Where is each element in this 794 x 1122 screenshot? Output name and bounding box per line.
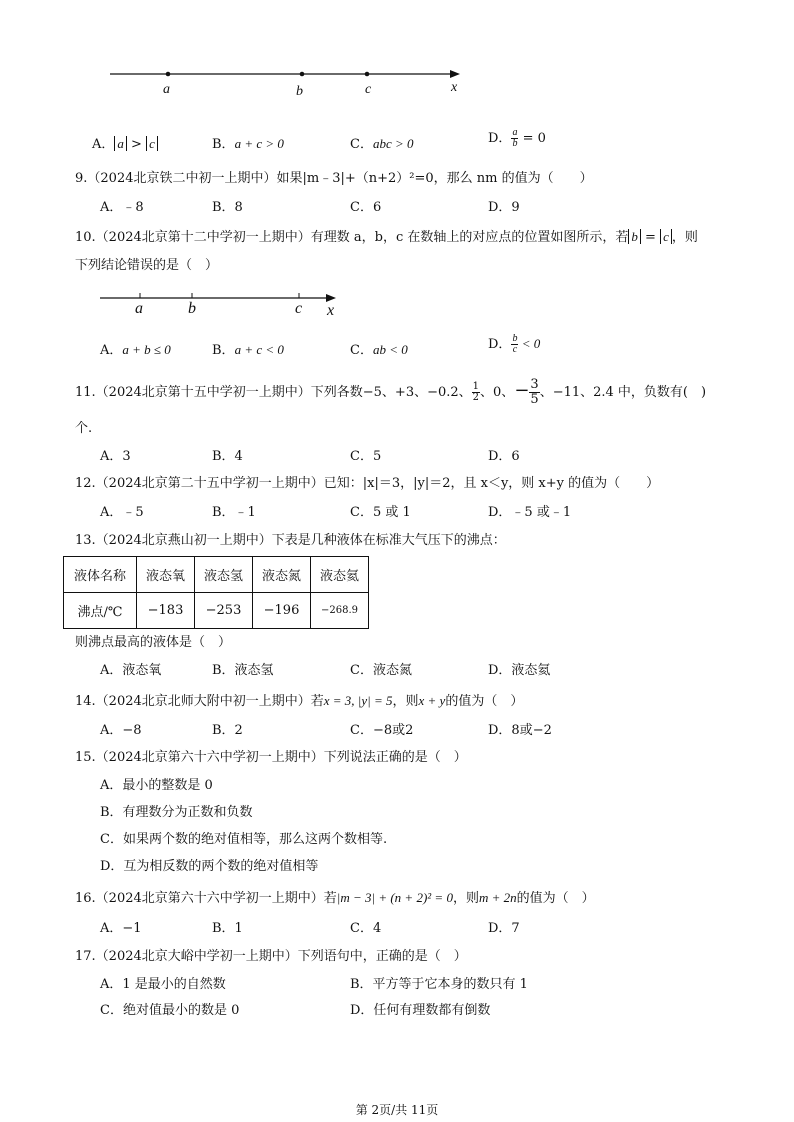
- table-cell: 沸点/℃: [64, 593, 137, 629]
- q14-option-c: C．−8或2: [350, 723, 414, 738]
- table-row: [64, 557, 369, 593]
- q13-option-a: A．液态氧: [100, 663, 162, 678]
- q9-option-d: D．9: [488, 200, 520, 215]
- number-line-2: [95, 290, 355, 310]
- numline2-axis-label: x: [327, 302, 335, 319]
- q10-option-c: C．ab < 0: [350, 342, 408, 358]
- table-cell: 液态氮: [253, 557, 311, 593]
- q8-option-c: C．abc > 0: [350, 136, 414, 152]
- q11-option-b: B．4: [212, 449, 243, 464]
- q11-option-d: D．6: [488, 449, 520, 464]
- q17-option-b: B．平方等于它本身的数只有 1: [350, 977, 528, 992]
- q14-stem: 14.（2024北京北师大附中初一上期中）若x = 3, |y| = 5，则x + y的值为（ ）: [75, 693, 524, 709]
- q8-option-b: B．a + c > 0: [212, 136, 284, 152]
- numline2-label-b: b: [188, 300, 196, 317]
- q10-option-a: A．a + b ≤ 0: [100, 342, 171, 358]
- q10-stem-line2: 下列结论错误的是（ ）: [75, 258, 219, 273]
- table-cell: 液体名称: [64, 557, 137, 593]
- table-cell: −183: [137, 593, 195, 629]
- q14-option-a: A．−8: [100, 723, 142, 738]
- q12-option-d: D．﹣5 或﹣1: [488, 505, 572, 520]
- q12-option-a: A．﹣5: [100, 505, 144, 520]
- q9-option-a: A．﹣8: [100, 200, 144, 215]
- q11-option-a: A．3: [100, 449, 131, 464]
- table-cell: 液态氦: [311, 557, 369, 593]
- q16-option-b: B．1: [212, 921, 243, 936]
- q15-option-d: D．互为相反数的两个数的绝对值相等: [100, 859, 319, 874]
- q13-option-d: D．液态氦: [488, 663, 551, 678]
- table-cell: −196: [253, 593, 311, 629]
- q13-stem: 13.（2024北京燕山初一上期中）下表是几种液体在标准大气压下的沸点：: [75, 533, 506, 548]
- q14-option-b: B．2: [212, 723, 243, 738]
- q17-option-d: D．任何有理数都有倒数: [350, 1003, 491, 1018]
- number-line-1: [100, 60, 480, 105]
- q14-option-d: D．8或−2: [488, 723, 552, 738]
- q13-option-b: B．液态氢: [212, 663, 274, 678]
- q15-option-c: C．如果两个数的绝对值相等，那么这两个数相等.: [100, 832, 388, 847]
- q8-option-a: A． a > c: [92, 136, 158, 153]
- q10-stem-line1: 10.（2024北京第十二中学初一上期中）有理数 a，b，c 在数轴上的对应点的位置如图所示，若 b = c ，则: [75, 229, 698, 245]
- boiling-point-table: [63, 556, 369, 629]
- q16-stem: 16.（2024北京第六十六中学初一上期中）若|m − 3| + (n + 2)² = 0，则m + 2n的值为（ ）: [75, 890, 595, 906]
- q17-option-c: C．绝对值最小的数是 0: [100, 1003, 240, 1018]
- numline1-label-b: b: [296, 84, 303, 99]
- q16-option-a: A．−1: [100, 921, 142, 936]
- q8-option-d: D． $\frac{a}{b}$ = 0: [488, 127, 546, 149]
- q16-option-c: C．4: [350, 921, 382, 936]
- table-cell: −253: [195, 593, 253, 629]
- q9-option-b: B．8: [212, 200, 243, 215]
- q11-stem-line1: 11.（2024北京第十五中学初一上期中）下列各数−5、+3、−0.2、 $\frac{1}{2}$ 、0、− $\frac{3}{5}$ 、−11、2.4 中，负数有( ): [75, 377, 707, 407]
- q9-stem: 9.（2024北京铁二中初一上期中）如果|m﹣3|+（n+2）²=0，那么 nm 的值为（ ）: [75, 171, 593, 186]
- table-cell: −268.9: [311, 593, 369, 629]
- q10-option-b: B．a + c < 0: [212, 342, 284, 358]
- numline1-label-a: a: [163, 82, 170, 97]
- q15-option-b: B．有理数分为正数和负数: [100, 805, 253, 820]
- q16-option-d: D．7: [488, 921, 520, 936]
- q15-stem: 15.（2024北京第六十六中学初一上期中）下列说法正确的是（ ）: [75, 750, 467, 765]
- q12-option-b: B．﹣1: [212, 505, 256, 520]
- q9-option-c: C．6: [350, 200, 382, 215]
- table-cell: 液态氧: [137, 557, 195, 593]
- numline1-label-c: c: [365, 82, 372, 97]
- q17-option-a: A．1 是最小的自然数: [100, 977, 226, 992]
- q10-option-d: D． $\frac{b}{c}$ < 0: [488, 333, 541, 355]
- numline1-axis-label: x: [451, 80, 458, 95]
- q12-option-c: C．5 或 1: [350, 505, 411, 520]
- q11-option-c: C．5: [350, 449, 382, 464]
- page-footer: 第 2页/共 11页: [355, 1103, 439, 1117]
- numline2-label-c: c: [295, 300, 303, 317]
- table-cell: 液态氢: [195, 557, 253, 593]
- q13-after: 则沸点最高的液体是（ ）: [75, 635, 232, 650]
- q12-stem: 12.（2024北京第二十五中学初一上期中）已知：|x|＝3，|y|＝2，且 x＜y，则 x+y 的值为（ ）: [75, 476, 660, 491]
- q11-stem-line2: 个.: [75, 421, 93, 436]
- numline2-label-a: a: [135, 300, 143, 317]
- q17-stem: 17.（2024北京大峪中学初一上期中）下列语句中，正确的是（ ）: [75, 949, 467, 964]
- table-row: [64, 593, 369, 629]
- q15-option-a: A．最小的整数是 0: [100, 778, 213, 793]
- q13-option-c: C．液态氮: [350, 663, 412, 678]
